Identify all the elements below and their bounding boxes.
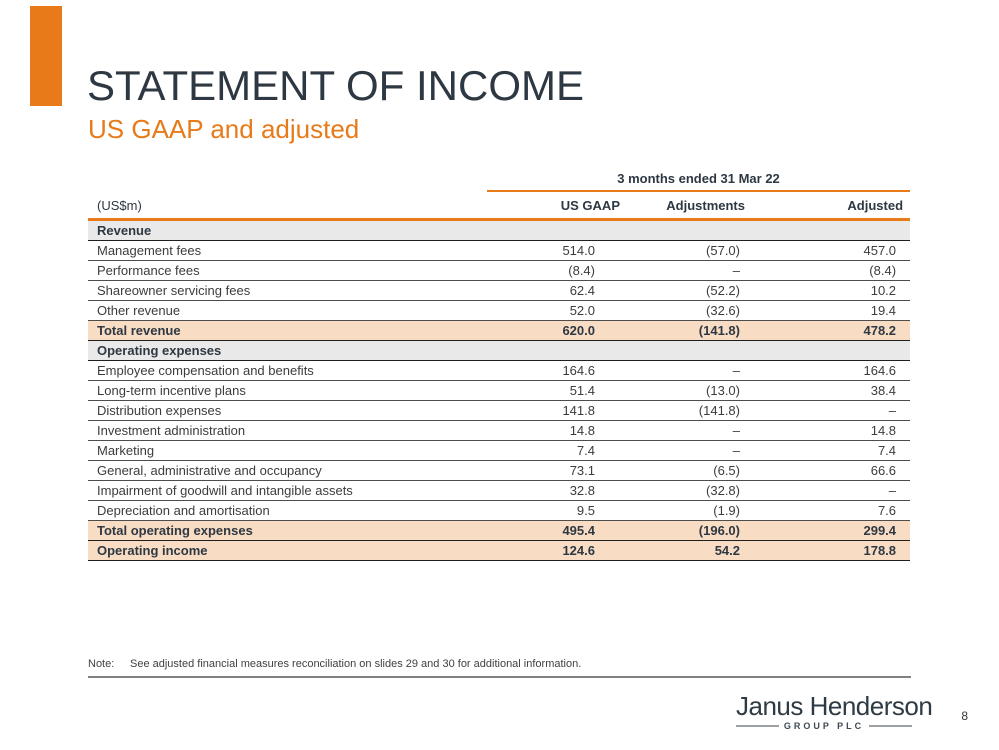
cell-us-gaap: (8.4) — [458, 261, 625, 281]
brand-rule-right — [869, 725, 912, 727]
cell-us-gaap: 14.8 — [458, 421, 625, 441]
period-header-row — [88, 171, 910, 194]
cell-us-gaap: 9.5 — [458, 501, 625, 521]
accent-bar — [30, 6, 62, 106]
janus-henderson-logo — [736, 691, 933, 731]
section-label: Revenue — [88, 220, 910, 241]
row-label: Performance fees — [88, 261, 458, 281]
brand-rule-left — [736, 725, 779, 727]
cell-adjustments: (52.2) — [625, 281, 750, 301]
table-row — [88, 461, 910, 481]
brand-name: Janus Henderson — [736, 691, 933, 721]
income-table-body — [88, 220, 910, 561]
table-row — [88, 301, 910, 321]
section-label: Operating expenses — [88, 341, 910, 361]
cell-adjusted: 178.8 — [750, 541, 910, 561]
cell-us-gaap: 52.0 — [458, 301, 625, 321]
cell-adjustments: (32.8) — [625, 481, 750, 501]
unit-label: (US$m) — [88, 194, 458, 220]
cell-us-gaap: 620.0 — [458, 321, 625, 341]
cell-adjustments: (32.6) — [625, 301, 750, 321]
cell-adjusted: 7.4 — [750, 441, 910, 461]
table-row — [88, 261, 910, 281]
cell-adjustments: – — [625, 261, 750, 281]
page-number: 8 — [961, 709, 968, 723]
column-header-adjustments: Adjustments — [625, 194, 750, 220]
row-label: General, administrative and occupancy — [88, 461, 458, 481]
cell-adjustments: (1.9) — [625, 501, 750, 521]
cell-adjusted: 66.6 — [750, 461, 910, 481]
table-row — [88, 521, 910, 541]
cell-adjustments: – — [625, 421, 750, 441]
row-label: Distribution expenses — [88, 401, 458, 421]
cell-adjusted: – — [750, 481, 910, 501]
brand-subtitle: GROUP PLC — [783, 721, 865, 731]
cell-adjustments: – — [625, 361, 750, 381]
table-row — [88, 381, 910, 401]
table-row — [88, 281, 910, 301]
cell-adjustments: (141.8) — [625, 401, 750, 421]
cell-us-gaap: 7.4 — [458, 441, 625, 461]
slide-subtitle: US GAAP and adjusted — [88, 114, 360, 144]
cell-adjustments: (141.8) — [625, 321, 750, 341]
cell-us-gaap: 124.6 — [458, 541, 625, 561]
row-label: Total operating expenses — [88, 521, 458, 541]
table-row — [88, 541, 910, 561]
table-row — [88, 401, 910, 421]
cell-adjusted: – — [750, 401, 910, 421]
cell-us-gaap: 51.4 — [458, 381, 625, 401]
section-row — [88, 220, 910, 241]
section-row — [88, 341, 910, 361]
row-label: Impairment of goodwill and intangible assets — [88, 481, 458, 501]
table-row — [88, 441, 910, 461]
brand-subtitle-row — [736, 721, 912, 731]
cell-adjusted: 14.8 — [750, 421, 910, 441]
row-label: Total revenue — [88, 321, 458, 341]
period-spacer — [88, 171, 458, 194]
table-row — [88, 501, 910, 521]
cell-adjusted: 457.0 — [750, 241, 910, 261]
footnote — [88, 658, 911, 678]
cell-adjusted: 299.4 — [750, 521, 910, 541]
cell-us-gaap: 495.4 — [458, 521, 625, 541]
cell-adjusted: 38.4 — [750, 381, 910, 401]
table-row — [88, 241, 910, 261]
row-label: Employee compensation and benefits — [88, 361, 458, 381]
table-row — [88, 421, 910, 441]
row-label: Investment administration — [88, 421, 458, 441]
row-label: Marketing — [88, 441, 458, 461]
cell-us-gaap: 32.8 — [458, 481, 625, 501]
row-label: Management fees — [88, 241, 458, 261]
column-header-us-gaap: US GAAP — [458, 194, 625, 220]
column-header-row — [88, 194, 910, 220]
row-label: Shareowner servicing fees — [88, 281, 458, 301]
cell-adjusted: 164.6 — [750, 361, 910, 381]
cell-adjusted: (8.4) — [750, 261, 910, 281]
row-label: Long-term incentive plans — [88, 381, 458, 401]
cell-adjusted: 19.4 — [750, 301, 910, 321]
table-row — [88, 481, 910, 501]
cell-us-gaap: 62.4 — [458, 281, 625, 301]
period-header: 3 months ended 31 Mar 22 — [487, 171, 910, 192]
cell-adjustments: (13.0) — [625, 381, 750, 401]
cell-adjustments: (196.0) — [625, 521, 750, 541]
row-label: Operating income — [88, 541, 458, 561]
column-header-adjusted: Adjusted — [750, 194, 910, 220]
cell-us-gaap: 73.1 — [458, 461, 625, 481]
cell-adjusted: 7.6 — [750, 501, 910, 521]
cell-us-gaap: 164.6 — [458, 361, 625, 381]
row-label: Other revenue — [88, 301, 458, 321]
cell-us-gaap: 141.8 — [458, 401, 625, 421]
income-statement-table — [88, 171, 910, 561]
footnote-text: See adjusted financial measures reconciliation on slides 29 and 30 for additional information. — [130, 658, 582, 670]
cell-adjustments: – — [625, 441, 750, 461]
cell-adjustments: (57.0) — [625, 241, 750, 261]
footnote-label: Note: — [88, 658, 115, 670]
cell-us-gaap: 514.0 — [458, 241, 625, 261]
cell-adjusted: 10.2 — [750, 281, 910, 301]
cell-adjusted: 478.2 — [750, 321, 910, 341]
table-row — [88, 361, 910, 381]
row-label: Depreciation and amortisation — [88, 501, 458, 521]
slide-title: STATEMENT OF INCOME — [87, 62, 585, 109]
cell-adjustments: 54.2 — [625, 541, 750, 561]
cell-adjustments: (6.5) — [625, 461, 750, 481]
table-row — [88, 321, 910, 341]
